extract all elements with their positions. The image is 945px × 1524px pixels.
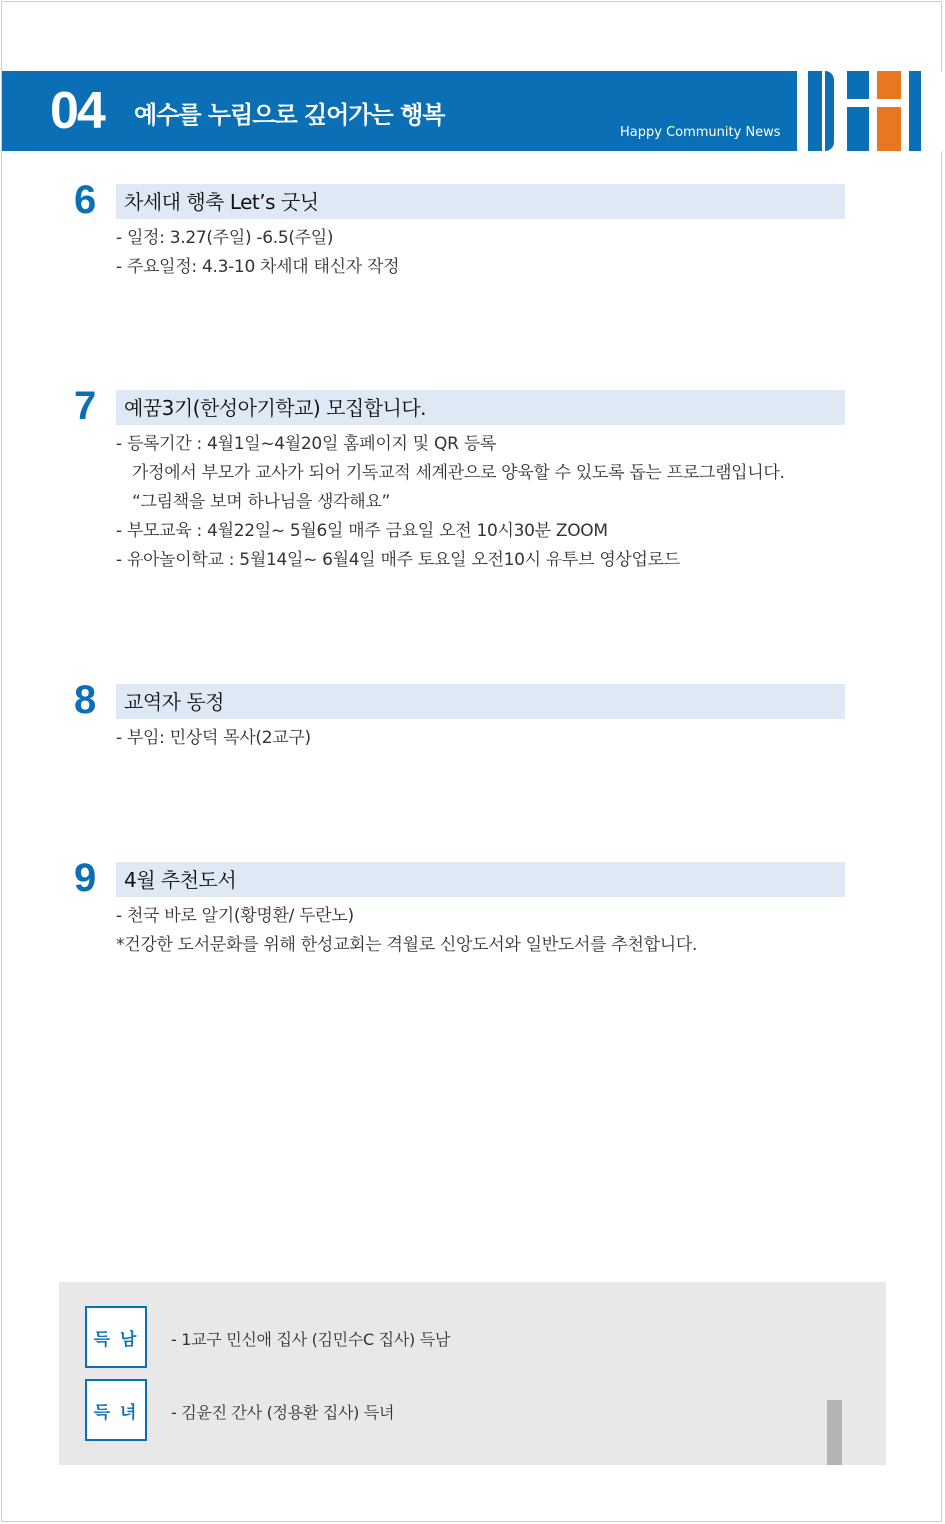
section-line: “그림책을 보며 하나님을 생각해요” [132, 492, 391, 512]
logo-bar-left [808, 71, 822, 151]
section-body [116, 902, 697, 960]
header-subtitle: Happy Community News [620, 125, 781, 140]
badge-daughter: 득 녀 [85, 1379, 147, 1441]
section-line: - 부임: 민상덕 목사(2교구) [116, 728, 311, 748]
section-line: 가정에서 부모가 교사가 되어 기독교적 세계관으로 양육할 수 있도록 돕는 프로그램입니다. [132, 463, 785, 483]
section-number: 9 [74, 856, 97, 900]
section-number: 6 [74, 178, 97, 222]
page-header [2, 71, 942, 151]
section-line: - 유아놀이학교 : 5월14일~ 6월4일 매주 토요일 오전10시 유투브 영상업로드 [116, 550, 680, 570]
section-line: - 부모교육 : 4월22일~ 5월6일 매주 금요일 오전 10시30분 ZOOM [116, 521, 608, 541]
section-body [116, 224, 399, 282]
badge-son: 득 남 [85, 1306, 147, 1368]
section-title: 예꿈3기(한성아기학교) 모집합니다. [124, 396, 427, 420]
logo-curve [825, 71, 834, 151]
header-title: 예수를 누림으로 깊어가는 행복 [134, 101, 445, 129]
section-line: *건강한 도서문화를 위해 한성교회는 격월로 신앙도서와 일반도서를 추천합니다. [116, 935, 698, 955]
logo-block-orange-top [877, 71, 901, 99]
section-title-bar [116, 684, 845, 719]
logo-block-orange-bottom [877, 107, 901, 151]
logo-bar-right [909, 71, 921, 151]
section-line: - 천국 바로 알기(황명환/ 두란노) [116, 906, 354, 926]
section-body [116, 430, 785, 575]
section-number: 7 [74, 384, 97, 428]
section-line: - 주요일정: 4.3-10 차세대 태신자 작정 [116, 257, 400, 277]
section-number: 8 [74, 678, 97, 722]
notice-text: - 김윤진 간사 (정용환 집사) 득녀 [171, 1403, 395, 1422]
notice-text: - 1교구 민신애 집사 (김민수C 집사) 득남 [171, 1330, 451, 1349]
section-line: - 일정: 3.27(주일) -6.5(주일) [116, 228, 334, 248]
section-body [116, 724, 311, 753]
section-title: 4월 추천도서 [124, 868, 237, 892]
header-number: 04 [50, 82, 104, 140]
scrollbar[interactable] [827, 1400, 842, 1465]
section-title: 교역자 동정 [124, 690, 224, 714]
birth-notice-box [59, 1282, 886, 1465]
section-title: 차세대 행축 Let’s 굿닛 [124, 190, 319, 214]
church-logo [797, 71, 942, 151]
logo-block-blue-top [847, 71, 869, 99]
logo-block-blue-bottom [847, 107, 869, 151]
section-line: - 등록기간 : 4월1일~4월20일 홈페이지 및 QR 등록 [116, 434, 496, 454]
